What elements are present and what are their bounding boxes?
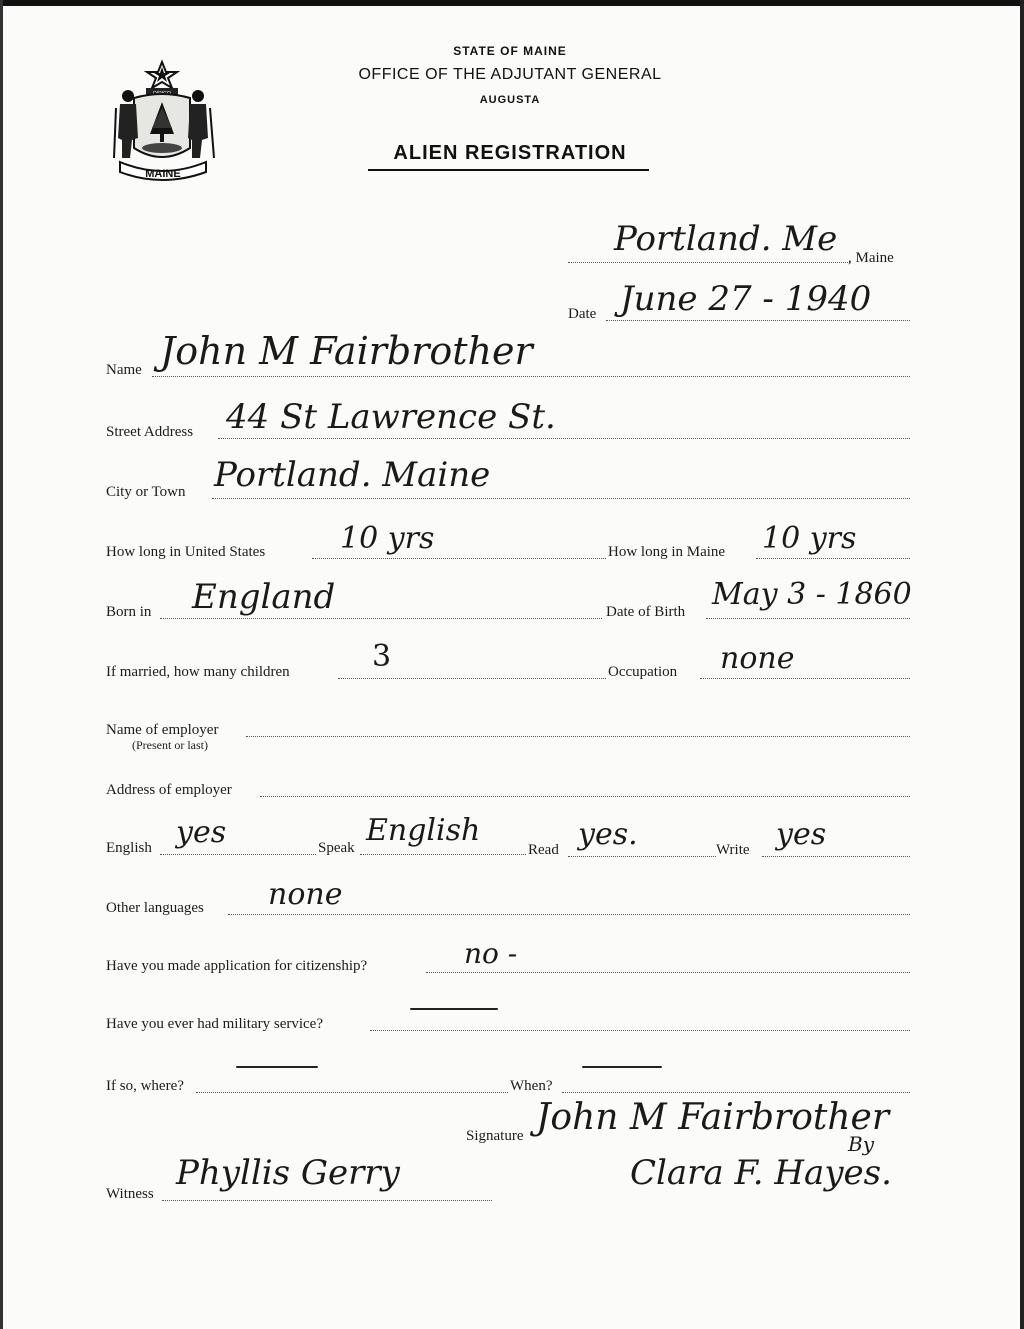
where-line[interactable] xyxy=(196,1092,508,1093)
born-in-label: Born in xyxy=(106,604,152,620)
where-dash-mark xyxy=(236,1066,318,1068)
military-service-line[interactable] xyxy=(370,1030,910,1031)
children-value[interactable]: 3 xyxy=(372,639,392,674)
date-of-birth-line xyxy=(706,618,910,619)
scan-border-left xyxy=(0,0,3,1329)
speak-line xyxy=(360,854,526,855)
children-label: If married, how many children xyxy=(106,664,290,680)
street-address-value[interactable]: 44 St Lawrence St. xyxy=(226,397,556,437)
seal-ribbon-text: MAINE xyxy=(145,168,181,180)
form-title: ALIEN REGISTRATION xyxy=(393,142,627,164)
other-languages-value[interactable]: none xyxy=(268,877,343,912)
signature-by-text: By xyxy=(848,1132,874,1156)
when-dash-mark xyxy=(582,1066,662,1068)
street-address-label: Street Address xyxy=(106,424,194,440)
how-long-maine-line xyxy=(756,558,910,559)
where-label: If so, where? xyxy=(106,1078,184,1094)
occupation-label: Occupation xyxy=(608,664,678,680)
date-of-birth-label: Date of Birth xyxy=(606,604,686,620)
employer-name-line[interactable] xyxy=(246,736,910,737)
born-in-value[interactable]: England xyxy=(192,577,336,617)
employer-address-line[interactable] xyxy=(260,796,910,797)
city-or-town-value[interactable]: Portland. Maine xyxy=(214,455,491,495)
witness-value[interactable]: Phyllis Gerry xyxy=(176,1153,400,1193)
speak-label: Speak xyxy=(318,840,355,856)
employer-name-label: Name of employer xyxy=(106,722,219,738)
date-label: Date xyxy=(568,306,597,322)
read-value[interactable]: yes. xyxy=(578,817,638,852)
write-value[interactable]: yes xyxy=(776,817,827,852)
read-label: Read xyxy=(528,842,559,858)
city-or-town-label: City or Town xyxy=(106,484,186,500)
military-service-dash-mark xyxy=(410,1008,498,1010)
employer-name-sublabel: (Present or last) xyxy=(132,738,208,752)
how-long-us-value[interactable]: 10 yrs xyxy=(340,521,435,556)
how-long-us-line xyxy=(312,558,606,559)
how-long-maine-label: How long in Maine xyxy=(608,544,726,560)
read-line xyxy=(568,856,716,857)
children-line xyxy=(338,678,606,679)
citizenship-value[interactable]: no - xyxy=(464,937,518,970)
speak-value[interactable]: English xyxy=(366,813,481,848)
when-line[interactable] xyxy=(562,1092,910,1093)
witness-label: Witness xyxy=(106,1186,154,1202)
occupation-line xyxy=(700,678,910,679)
date-value[interactable]: June 27 - 1940 xyxy=(620,279,872,319)
signature-value[interactable]: John M Fairbrother xyxy=(536,1097,890,1138)
citizenship-line xyxy=(426,972,910,973)
scan-border-right xyxy=(1020,0,1024,1329)
header-city: AUGUSTA xyxy=(479,94,541,106)
other-languages-label: Other languages xyxy=(106,900,204,916)
write-line xyxy=(762,856,910,857)
date-line xyxy=(606,320,910,321)
title-underline xyxy=(368,169,649,171)
english-label: English xyxy=(106,840,152,856)
name-label: Name xyxy=(106,362,142,378)
other-languages-line xyxy=(228,914,910,915)
name-value[interactable]: John M Fairbrother xyxy=(160,329,533,373)
how-long-us-label: How long in United States xyxy=(106,544,266,560)
born-in-line xyxy=(160,618,602,619)
how-long-maine-value[interactable]: 10 yrs xyxy=(762,521,857,556)
occupation-value[interactable]: none xyxy=(720,641,795,676)
citizenship-label: Have you made application for citizenship? xyxy=(106,958,368,974)
english-value[interactable]: yes xyxy=(176,815,227,850)
when-label: When? xyxy=(510,1078,553,1094)
date-of-birth-value[interactable]: May 3 - 1860 xyxy=(712,577,912,612)
write-label: Write xyxy=(716,842,750,858)
place-handwritten-value[interactable]: Portland. Me xyxy=(614,219,838,259)
name-line xyxy=(152,376,910,377)
employer-address-label: Address of employer xyxy=(106,782,232,798)
signature-label: Signature xyxy=(466,1128,524,1144)
military-service-label: Have you ever had military service? xyxy=(106,1016,323,1032)
witness-line xyxy=(162,1200,492,1201)
english-line xyxy=(160,854,316,855)
maine-state-seal-icon xyxy=(110,58,220,188)
scan-border-top xyxy=(0,0,1024,6)
signature-by-name[interactable]: Clara F. Hayes. xyxy=(630,1153,892,1193)
place-line xyxy=(568,262,850,263)
city-or-town-line xyxy=(212,498,910,499)
header-state: STATE OF MAINE xyxy=(453,44,567,58)
header-office: OFFICE OF THE ADJUTANT GENERAL xyxy=(358,66,662,83)
place-suffix-label: , Maine xyxy=(848,250,894,266)
street-address-line xyxy=(218,438,910,439)
